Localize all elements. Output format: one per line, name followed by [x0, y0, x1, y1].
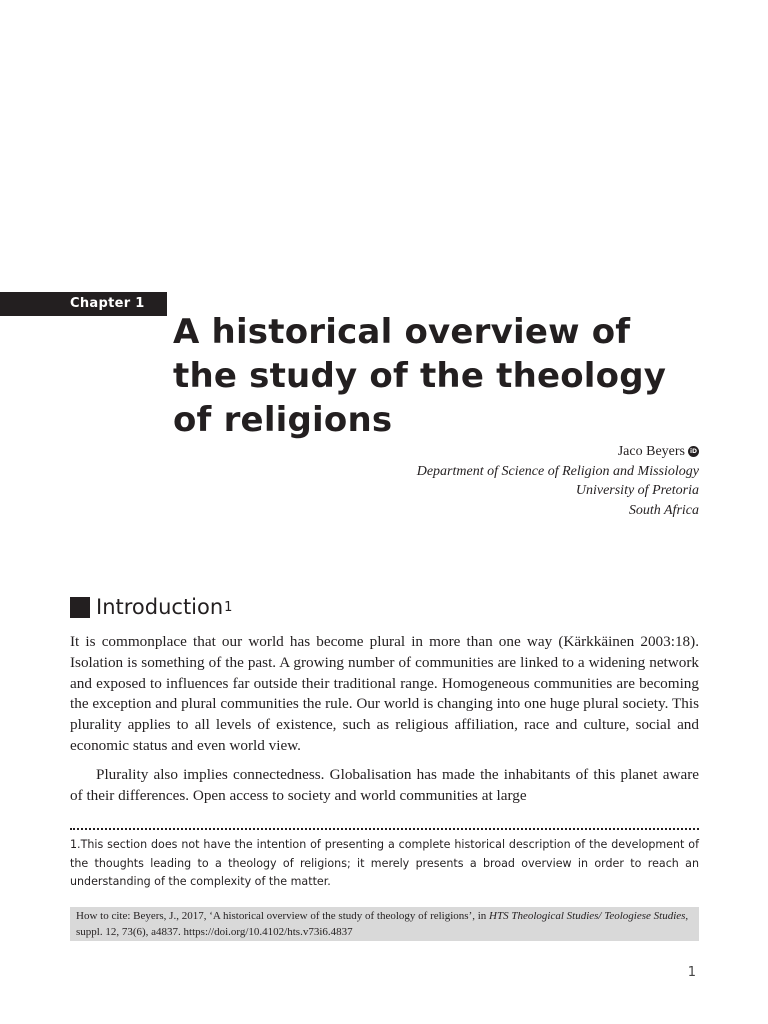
title-line: of religions — [173, 400, 393, 440]
heading-square-icon — [70, 597, 90, 618]
page-number: 1 — [687, 965, 696, 980]
author-line — [417, 442, 699, 462]
title-line: the study of the theology — [173, 356, 667, 396]
affiliation-department: Department of Science of Religion and Missiology — [416, 463, 699, 479]
chapter-label: Chapter 1 — [0, 292, 167, 316]
citation-suffix: , suppl. 12, 73(6), a4837. https://doi.org/10.4102/hts.v73i6.4837 — [76, 910, 689, 938]
section-heading-text: Introduction — [96, 595, 224, 619]
orcid-icon[interactable]: iD — [689, 448, 698, 456]
citation-box — [70, 907, 699, 941]
footnote-marker[interactable]: 1 — [224, 599, 233, 615]
citation-journal: HTS Theological Studies/ Teologiese Studies — [489, 910, 686, 922]
affiliation-country: South Africa — [628, 502, 699, 518]
body-text — [70, 632, 699, 814]
author-name: Jaco Beyers — [617, 444, 685, 459]
paragraph: Plurality also implies connectedness. Globalisation has made the inhabitants of this planet aware of their differences. Open access to society and world communities at large — [70, 765, 699, 804]
chapter-title — [173, 310, 733, 442]
affiliation-university: University of Pretoria — [575, 483, 699, 498]
footnote-divider — [70, 828, 699, 830]
section-heading — [70, 595, 232, 619]
citation-prefix: How to cite: Beyers, J., 2017, ‘A historical overview of the study of theology of religions’, in — [76, 910, 490, 922]
author-block — [417, 442, 699, 520]
paragraph: It is commonplace that our world has become plural in more than one way (Kärkkäinen 2003:18). Isolation is something of the past. A growing number of communities are linked to a widening network and exposed to influences far outside their traditional range. Homogeneous communities are becoming the exception and plural communities the rule. Our world is changing into one huge plural society. This plurality applies to all levels of existence, such as religious affiliation, race and culture, social and economic status and even world view. — [70, 633, 699, 754]
footnote: 1.This section does not have the intention of presenting a complete historical description of the development of the thoughts leading to a theology of religions; it merely presents a broad overview in order to reach an understanding of the complexity of the matter. — [70, 838, 699, 888]
title-line: A historical overview of — [173, 312, 631, 352]
